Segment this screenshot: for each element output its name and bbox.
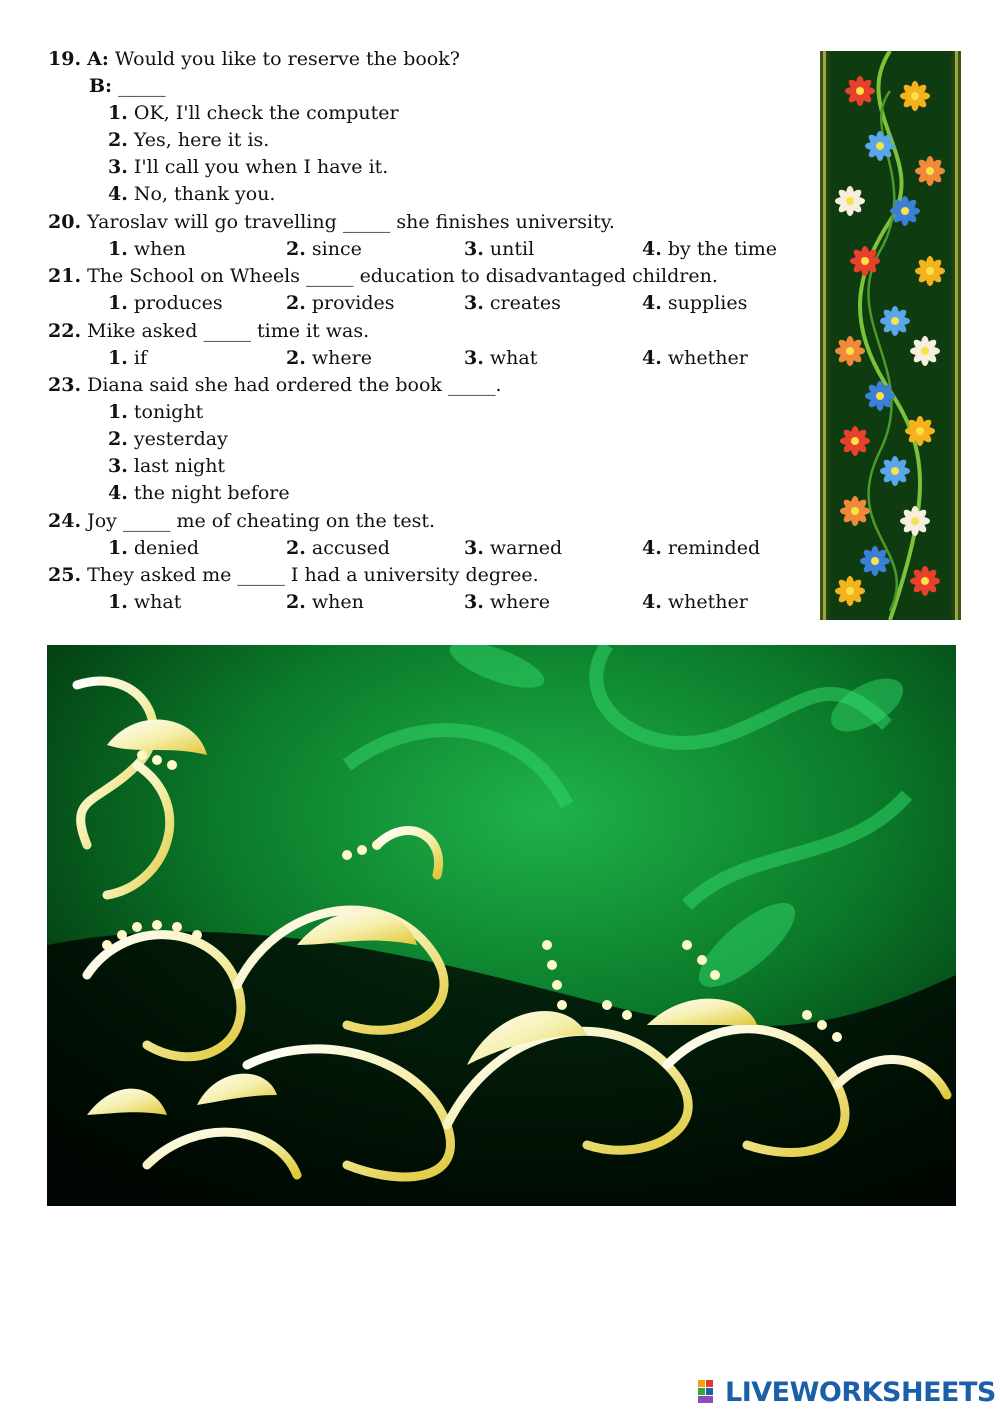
question-text: Diana said she had ordered the book _____. <box>87 374 502 396</box>
question-text: Joy _____ me of cheating on the test. <box>87 510 436 532</box>
option-25-2[interactable]: 2. when <box>286 591 364 613</box>
speaker-b-label: B: <box>89 75 113 97</box>
question-number: 25. <box>48 564 82 586</box>
option-24-2[interactable]: 2. accused <box>286 537 390 559</box>
option-23-2[interactable]: 2. yesterday <box>108 428 228 450</box>
option-19-2[interactable]: 2. Yes, here it is. <box>108 129 270 151</box>
floral-strip-image <box>820 51 961 620</box>
answer-blank[interactable]: _____ <box>118 75 166 97</box>
question-number: 22. <box>48 320 82 342</box>
question-23 <box>48 372 502 399</box>
option-24-1[interactable]: 1. denied <box>108 537 200 559</box>
question-number: 21. <box>48 265 82 287</box>
option-24-3[interactable]: 3. warned <box>464 537 563 559</box>
option-20-2[interactable]: 2. since <box>286 238 362 260</box>
option-23-4[interactable]: 4. the night before <box>108 482 290 504</box>
question-text: Mike asked _____ time it was. <box>87 320 370 342</box>
option-23-1[interactable]: 1. tonight <box>108 401 204 423</box>
question-24 <box>48 508 435 535</box>
question-number: 24. <box>48 510 82 532</box>
option-20-4[interactable]: 4. by the time <box>642 238 777 260</box>
option-21-4[interactable]: 4. supplies <box>642 292 748 314</box>
option-25-3[interactable]: 3. where <box>464 591 550 613</box>
speaker-a-label: A: <box>87 48 109 70</box>
question-20 <box>48 209 615 236</box>
question-number: 20. <box>48 211 82 233</box>
option-21-2[interactable]: 2. provides <box>286 292 395 314</box>
question-21 <box>48 263 718 290</box>
option-25-4[interactable]: 4. whether <box>642 591 748 613</box>
question-text: They asked me _____ I had a university degree. <box>87 564 539 586</box>
question-number: 23. <box>48 374 82 396</box>
option-21-3[interactable]: 3. creates <box>464 292 561 314</box>
question-text: Would you like to reserve the book? <box>114 48 460 70</box>
option-20-1[interactable]: 1. when <box>108 238 186 260</box>
question-25 <box>48 562 539 589</box>
option-21-1[interactable]: 1. produces <box>108 292 223 314</box>
option-22-1[interactable]: 1. if <box>108 347 147 369</box>
liveworksheets-brand[interactable] <box>697 1376 996 1408</box>
option-25-1[interactable]: 1. what <box>108 591 182 613</box>
option-22-4[interactable]: 4. whether <box>642 347 748 369</box>
ornamental-swirl-banner-image <box>47 645 956 1206</box>
brand-text: LIVEWORKSHEETS <box>725 1376 996 1408</box>
option-22-2[interactable]: 2. where <box>286 347 372 369</box>
question-number: 19. <box>48 48 82 70</box>
option-19-4[interactable]: 4. No, thank you. <box>108 183 276 205</box>
question-text: Yaroslav will go travelling _____ she finishes university. <box>87 211 615 233</box>
option-19-1[interactable]: 1. OK, I'll check the computer <box>108 102 399 124</box>
question-22 <box>48 318 369 345</box>
speaker-b-line <box>89 73 166 100</box>
option-20-3[interactable]: 3. until <box>464 238 535 260</box>
option-19-3[interactable]: 3. I'll call you when I have it. <box>108 156 389 178</box>
question-text: The School on Wheels _____ education to disadvantaged children. <box>87 265 718 287</box>
option-24-4[interactable]: 4. reminded <box>642 537 761 559</box>
option-22-3[interactable]: 3. what <box>464 347 538 369</box>
option-23-3[interactable]: 3. last night <box>108 455 226 477</box>
liveworksheets-logo-icon <box>697 1379 721 1405</box>
question-19 <box>48 46 460 73</box>
